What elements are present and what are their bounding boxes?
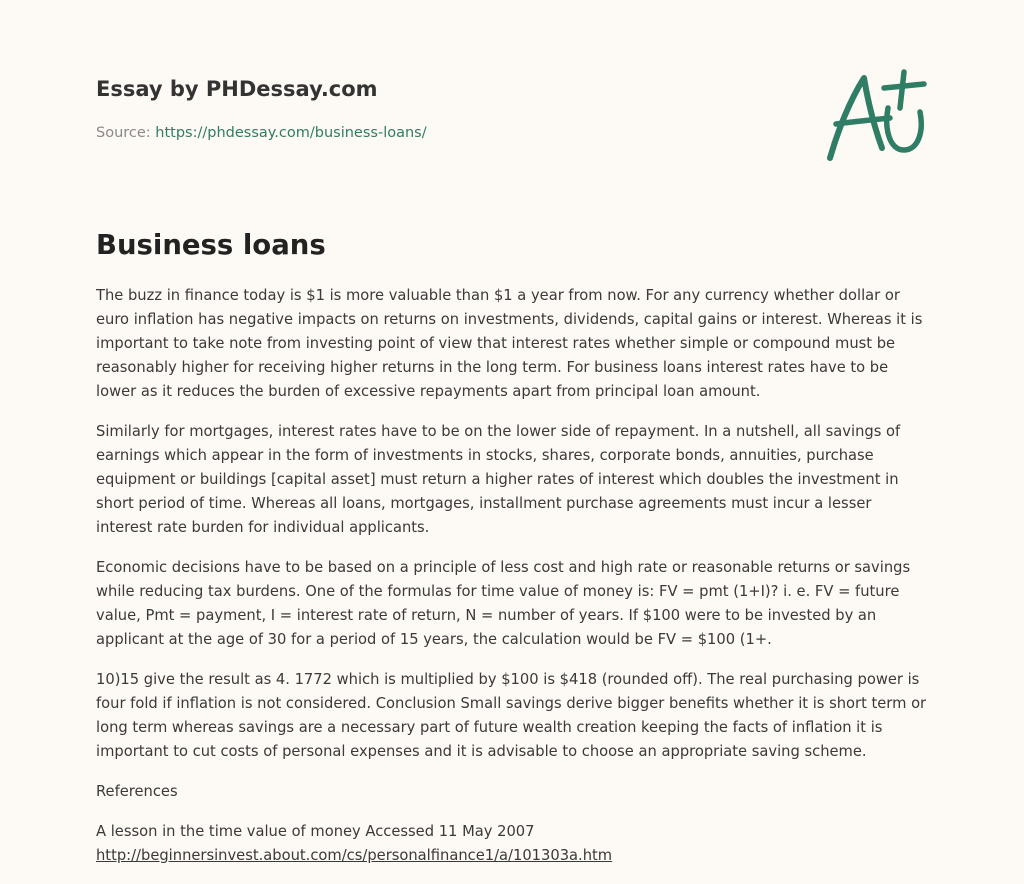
source-link[interactable]: https://phdessay.com/business-loans/ <box>155 125 427 141</box>
reference-item <box>96 820 932 868</box>
reference-text-1: A lesson in the time value of money <box>96 823 361 840</box>
site-brand: Essay by PHDessay.com <box>96 77 378 101</box>
a-plus-icon <box>824 68 928 166</box>
essay-paragraph-1: The buzz in finance today is $1 is more valuable than $1 a year from now. For any currency whether dollar or euro inflation has negative impacts on returns on investments, dividends, capital gains or interest. Whereas it is important to take note from investing point of view that interest rates whether simple or compound must be reasonably higher for receiving higher returns in the long term. For business loans interest rates have to be lower as it reduces the burden of excessive repayments apart from principal loan amount. <box>96 287 923 400</box>
reference-link[interactable]: http://beginnersinvest.about.com/cs/personalfinance1/a/101303a.htm <box>96 847 613 864</box>
source-line <box>96 125 427 141</box>
source-label: Source: <box>96 125 151 141</box>
essay-paragraph-3: Economic decisions have to be based on a principle of less cost and high rate or reasonable returns or savings while reducing tax burdens. One of the formulas for time value of money is: FV = pmt (1+I)? i. e. FV = future value, Pmt = payment, I = interest rate of return, N = number of years. If $100 were to be invested by an applicant at the age of 30 for a period of 15 years, the calculation would be FV = $100 (1+. <box>96 559 911 648</box>
essay-paragraph-2: Similarly for mortgages, interest rates have to be on the lower side of repayment. In a nutshell, all savings of earnings which appear in the form of investments in stocks, shares, corporate bonds, annuities, purchase equipment or buildings [capital asset] must return a higher rates of interest which doubles the investment in short period of time. Whereas all loans, mortgages, installment purchase agreements must incur a lesser interest rate burden for individual applicants. <box>96 423 901 536</box>
references-heading: References <box>96 783 178 800</box>
essay-paragraph-4: 10)15 give the result as 4. 1772 which is multiplied by $100 is $418 (rounded off). The real purchasing power is four fold if inflation is not considered. Conclusion Small savings derive bigger benefits whether it is short term or long term whereas savings are a necessary part of future wealth creation keeping the facts of inflation it is important to cut costs of personal expenses and it is advisable to choose an appropriate saving scheme. <box>96 671 927 760</box>
essay-body <box>96 284 932 884</box>
essay-title: Business loans <box>96 229 326 261</box>
reference-text-2: Accessed 11 May 2007 <box>365 823 535 840</box>
